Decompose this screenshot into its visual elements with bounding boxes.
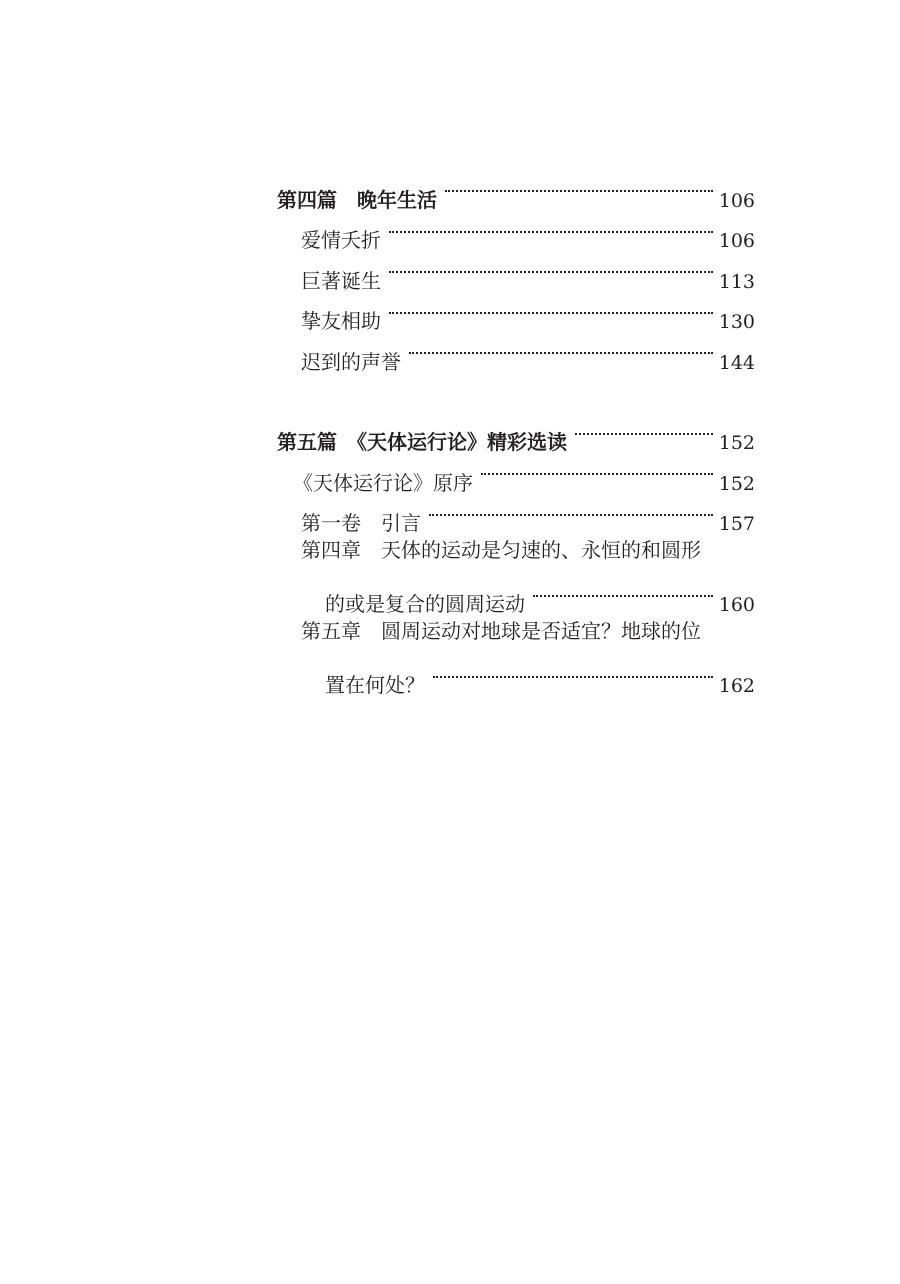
toc-entry-title: 迟到的声誉 (301, 349, 401, 374)
toc-entry[interactable] (277, 571, 755, 616)
toc-page-number: 160 (718, 594, 755, 616)
toc-page-number: 106 (718, 189, 755, 212)
toc-part-title: 第五篇 《天体运行论》精彩选读 (277, 430, 567, 454)
toc-page-number: 130 (718, 311, 755, 333)
dot-leader (445, 166, 713, 207)
toc-entry[interactable] (277, 490, 755, 535)
dot-leader (433, 652, 713, 693)
dot-leader (409, 328, 713, 369)
toc-entry-title-line2: 置在何处？ (325, 673, 425, 697)
toc-entry-title: 第一卷 引言 (301, 511, 421, 535)
toc-page-number: 152 (718, 432, 755, 454)
toc-entry[interactable] (277, 247, 755, 293)
toc-entry-title-line1[interactable]: 第四章 天体的运动是匀速的、永恒的和圆形 (301, 538, 701, 562)
toc-entry-title: 挚友相助 (301, 309, 381, 333)
toc-page-number: 162 (718, 675, 755, 697)
toc-entry[interactable] (277, 328, 755, 374)
toc-entry-title-line1[interactable]: 第五章 圆周运动对地球是否适宜？地球的位 (301, 619, 701, 643)
dot-leader (389, 207, 713, 248)
toc-part-5[interactable] (277, 409, 755, 454)
toc-page-number: 144 (718, 351, 755, 374)
dot-leader (575, 409, 713, 450)
toc-entry[interactable] (277, 449, 755, 495)
toc-entry-title-line2: 的或是复合的圆周运动 (325, 592, 525, 616)
toc-page-number: 106 (718, 230, 755, 252)
dot-leader (389, 247, 713, 288)
dot-leader (429, 490, 713, 531)
toc-entry[interactable] (277, 652, 755, 697)
toc-page-number: 152 (718, 472, 755, 495)
toc-entry-title: 爱情夭折 (301, 228, 381, 252)
toc-part-title: 第四篇 晚年生活 (277, 187, 437, 212)
toc-entry-title: 《天体运行论》原序 (293, 470, 473, 495)
toc-entry[interactable] (277, 207, 755, 252)
toc-page-number: 157 (718, 513, 755, 535)
dot-leader (481, 449, 713, 490)
dot-leader (389, 288, 713, 329)
table-of-contents (277, 166, 755, 697)
toc-page-number: 113 (718, 270, 755, 293)
toc-entry[interactable] (277, 288, 755, 333)
toc-entry-title: 巨著诞生 (301, 268, 381, 293)
toc-part-4[interactable] (277, 166, 755, 212)
dot-leader (533, 571, 713, 612)
